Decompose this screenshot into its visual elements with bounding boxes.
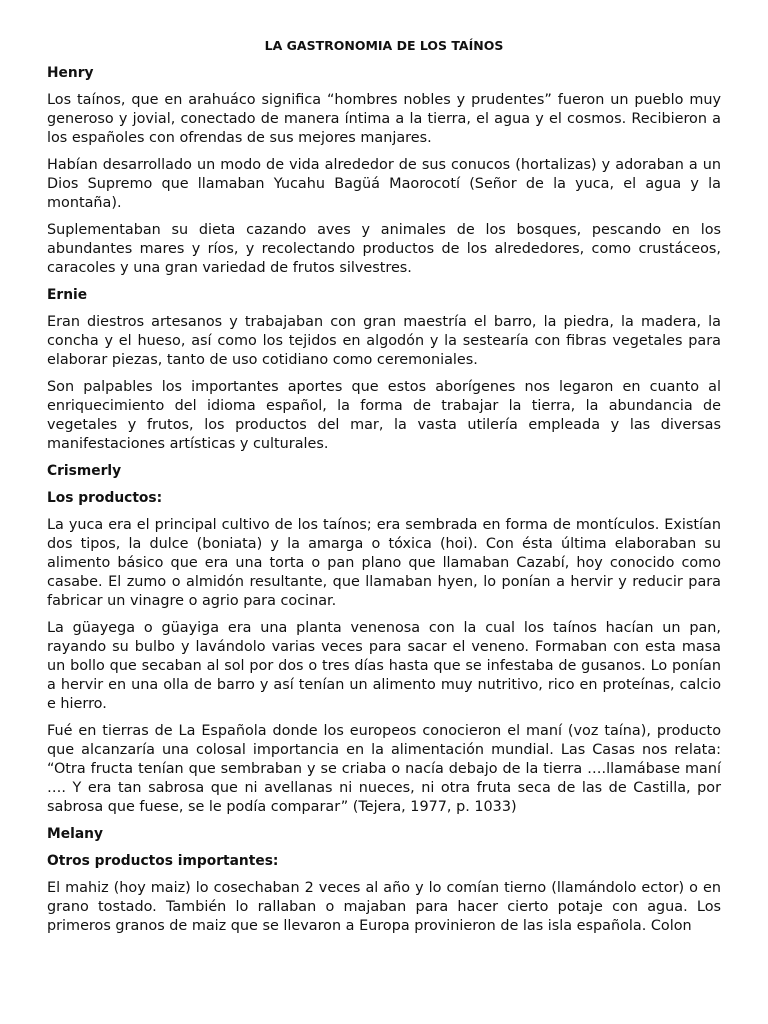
document-title: LA GASTRONOMIA DE LOS TAÍNOS <box>264 38 504 53</box>
paragraph: Fué en tierras de La Española donde los europeos conocieron el maní (voz taína), producto que alcanzaría una colosal importancia en la alimentación mundial. Las Casas nos relata: “Otra fructa tenían que sembraban y se criaba o nacía debajo de la tierra ….llamábase maní …. Y era tan sabrosa que ni avellanas ni nueces, ni otra fruta seca de las de Castilla, por sabrosa que fuese, se le podía comparar” (Tejera, 1977, p. 1033) <box>47 723 721 815</box>
document-page <box>47 38 721 944</box>
paragraph: Los taínos, que en arahuáco significa “hombres nobles y prudentes” fueron un pueblo muy generoso y jovial, conectado de manera íntima a la tierra, el agua y el cosmos. Recibieron a los españoles con ofrendas de sus mejores manjares. <box>47 92 721 146</box>
section-ernie <box>47 286 721 454</box>
paragraph: Son palpables los importantes aportes que estos aborígenes nos legaron en cuanto al enriquecimiento del idioma español, la forma de trabajar la tierra, la abundancia de vegetales y frutos, los productos del mar, la vasta utilería empleada y las diversas manifestaciones artísticas y culturales. <box>47 379 721 452</box>
speaker-ernie: Ernie <box>47 287 88 303</box>
speaker-henry: Henry <box>47 65 94 81</box>
section-henry <box>47 64 721 278</box>
section-melany <box>47 825 721 936</box>
paragraph: La yuca era el principal cultivo de los taínos; era sembrada en forma de montículos. Existían dos tipos, la dulce (boniata) y la amarga o tóxica (hoi). Con ésta última elaboraban su alimento básico que era una torta o pan plano que llamaban Cazabí, hoy conocido como casabe. El zumo o almidón resultante, que llamaban hyen, lo ponían a hervir y reducir para fabricar un vinagre o agrio para cocinar. <box>47 517 721 609</box>
speaker-melany: Melany <box>47 826 103 842</box>
paragraph: Eran diestros artesanos y trabajaban con gran maestría el barro, la piedra, la madera, la concha y el hueso, así como los tejidos en algodón y la sestearía con fibras vegetales para elaborar piezas, tanto de uso cotidiano como ceremoniales. <box>47 314 721 368</box>
section-crismerly <box>47 462 721 817</box>
paragraph: Suplementaban su dieta cazando aves y animales de los bosques, pescando en los abundantes mares y ríos, y recolectando productos de los alrededores, como crustáceos, caracoles y una gran variedad de frutos silvestres. <box>47 222 721 276</box>
speaker-crismerly: Crismerly <box>47 463 122 479</box>
subheading-los-productos: Los productos: <box>47 490 163 506</box>
paragraph: Habían desarrollado un modo de vida alrededor de sus conucos (hortalizas) y adoraban a un Dios Supremo que llamaban Yucahu Bagüá Maorocotí (Señor de la yuca, el agua y la montaña). <box>47 157 721 211</box>
paragraph: El mahiz (hoy maiz) lo cosechaban 2 veces al año y lo comían tierno (llamándolo ector) o en grano tostado. También lo rallaban o majaban para hacer cierto potaje con agua. Los primeros granos de maiz que se llevaron a Europa provinieron de las isla española. Colon <box>47 880 721 934</box>
subheading-otros-productos: Otros productos importantes: <box>47 853 279 869</box>
paragraph: La güayega o güayiga era una planta venenosa con la cual los taínos hacían un pan, rayando su bulbo y lavándolo varias veces para sacar el veneno. Formaban con esta masa un bollo que secaban al sol por dos o tres días hasta que se infestaba de gusanos. Lo ponían a hervir en una olla de barro y así tenían un alimento muy nutritivo, rico en proteínas, calcio e hierro. <box>47 620 721 712</box>
